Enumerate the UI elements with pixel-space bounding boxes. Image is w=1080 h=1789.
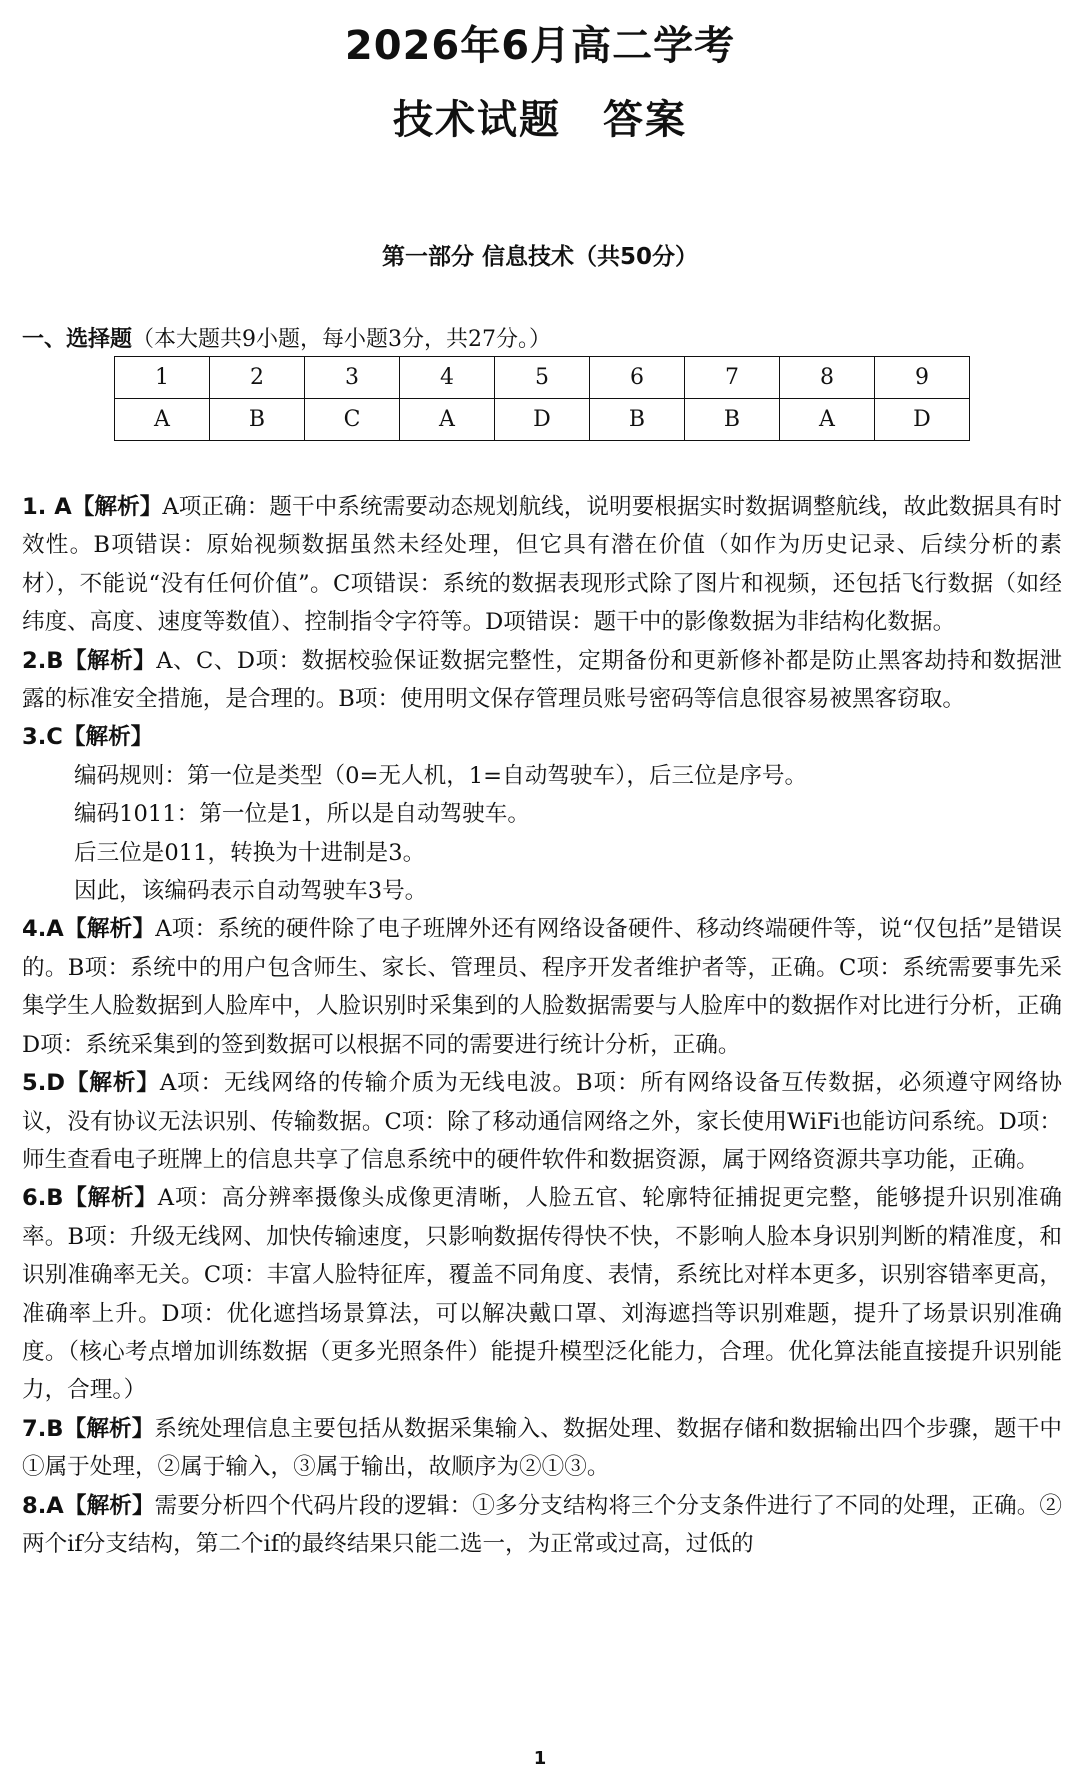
section-title: 一、选择题 <box>22 327 133 352</box>
answer-number: 9 <box>875 357 970 399</box>
answer-letter: A <box>780 399 875 441</box>
answer-number: 2 <box>210 357 305 399</box>
section-heading <box>22 322 551 353</box>
exam-subtitle: 技术试题 答案 <box>393 97 687 143</box>
explanation-3-line: 编码规则：第一位是类型（0=无人机，1=自动驾驶车），后三位是序号。 <box>74 762 808 789</box>
explanation-text: 系统处理信息主要包括从数据采集输入、数据处理、数据存储和数据输出四个步骤，题干中①属于处理，②属于输入，③属于输出，故顺序为②①③。 <box>22 1415 1063 1481</box>
explanation-text: 需要分析四个代码片段的逻辑：①多分支结构将三个分支条件进行了不同的处理，正确。②两个if分支结构，第二个if的最终结果只能二选一，为正常或过高，过低的 <box>22 1492 1063 1557</box>
explanation-6 <box>22 1179 1062 1409</box>
explanation-3-line: 因此，该编码表示自动驾驶车3号。 <box>74 878 428 905</box>
explanation-label: 8.A【解析】 <box>22 1492 155 1519</box>
explanation-text: A项正确：题干中系统需要动态规划航线，说明要根据实时数据调整航线，故此数据具有时效性。B项错误：原始视频数据虽然未经处理，但它具有潜在价值（如作为历史记录、后续分析的素材），不能说“没有任何价值”。C项错误：系统的数据表现形式除了图片和视频，还包括飞行数据（如经纬度、高度、速度等数值）、控制指令字符等。D项错误：题干中的影像数据为非结构化数据。 <box>22 494 1063 636</box>
answer-number: 7 <box>685 357 780 399</box>
explanation-2 <box>22 642 1062 719</box>
answer-letter: B <box>685 399 780 441</box>
explanation-label: 6.B【解析】 <box>22 1185 158 1212</box>
explanation-3-line: 编码1011：第一位是1，所以是自动驾驶车。 <box>74 801 530 828</box>
answer-number: 8 <box>780 357 875 399</box>
answer-number: 3 <box>305 357 400 399</box>
explanation-3-line: 后三位是011，转换为十进制是3。 <box>74 839 426 866</box>
explanations <box>22 488 1062 1563</box>
explanation-7 <box>22 1410 1062 1487</box>
page-number: 1 <box>533 1748 547 1769</box>
explanation-8 <box>22 1487 1062 1564</box>
part-heading: 第一部分 信息技术（共50分） <box>381 244 698 270</box>
answer-number: 5 <box>495 357 590 399</box>
exam-title: 2026年6月高二学考 <box>344 23 736 69</box>
answer-number: 6 <box>590 357 685 399</box>
explanation-text: A、C、D项：数据校验保证数据完整性，定期备份和更新修补都是防止黑客劫持和数据泄露的标准安全措施，是合理的。B项：使用明文保存管理员账号密码等信息很容易被黑客窃取。 <box>22 647 1062 713</box>
explanation-text: A项：高分辨率摄像头成像更清晰，人脸五官、轮廓特征捕捉更完整，能够提升识别准确率。B项：升级无线网、加快传输速度，只影响数据传得快不快，不影响人脸本身识别判断的精准度，和识别准确率无关。C项：丰富人脸特征库，覆盖不同角度、表情，系统比对样本更多，识别容错率更高，准确率上升。D项：优化遮挡场景算法，可以解决戴口罩、刘海遮挡等识别难题，提升了场景识别准确度。（核心考点增加训练数据（更多光照条件）能提升模型泛化能力，合理。优化算法能直接提升识别能力，合理。） <box>22 1185 1062 1404</box>
explanation-4 <box>22 910 1062 1064</box>
explanation-text: A项：系统的硬件除了电子班牌外还有网络设备硬件、移动终端硬件等，说“仅包括”是错误的。B项：系统中的用户包含师生、家长、管理员、程序开发者维护者等，正确。C项：系统需要事先采集学生人脸数据到人脸库中，人脸识别时采集到的人脸数据需要与人脸库中的数据作对比进行分析，正确D项：系统采集到的签到数据可以根据不同的需要进行统计分析，正确。 <box>22 916 1062 1058</box>
answer-letter: D <box>495 399 590 441</box>
explanation-3 <box>22 718 1062 756</box>
answer-number: 4 <box>400 357 495 399</box>
section-note: （本大题共9小题，每小题3分，共27分。） <box>132 327 552 352</box>
explanation-1 <box>22 488 1062 642</box>
explanation-label: 1. A【解析】 <box>22 494 163 520</box>
explanation-label: 4.A【解析】 <box>22 916 156 943</box>
answer-letter: D <box>875 399 970 441</box>
explanation-text: A项：无线网络的传输介质为无线电波。B项：所有网络设备互传数据，必须遵守网络协议，没有协议无法识别、传输数据。C项：除了移动通信网络之外，家长使用WiFi也能访问系统。D项：师生查看电子班牌上的信息共享了信息系统中的硬件软件和数据资源，属于网络资源共享功能，正确。 <box>22 1070 1063 1173</box>
answer-table-answers-row <box>115 399 970 441</box>
answer-table-numbers-row <box>115 357 970 399</box>
explanation-label: 5.D【解析】 <box>22 1070 160 1097</box>
answer-letter: B <box>590 399 685 441</box>
explanation-5 <box>22 1064 1062 1179</box>
explanation-label: 3.C【解析】 <box>22 724 154 751</box>
explanation-label: 2.B【解析】 <box>22 647 157 674</box>
answer-letter: C <box>305 399 400 441</box>
answer-table <box>114 356 970 441</box>
answer-number: 1 <box>115 357 210 399</box>
explanation-label: 7.B【解析】 <box>22 1415 155 1442</box>
answer-letter: A <box>115 399 210 441</box>
answer-letter: A <box>400 399 495 441</box>
answer-letter: B <box>210 399 305 441</box>
